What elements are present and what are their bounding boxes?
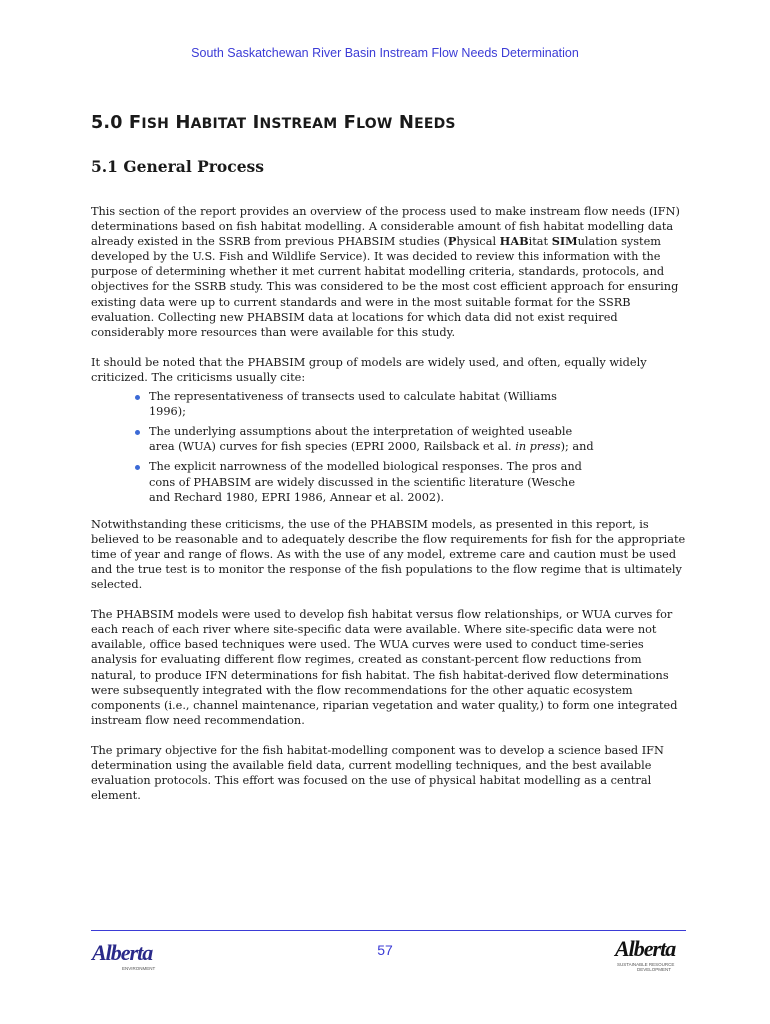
subsection-number: 5.1 — [91, 157, 118, 176]
p1-text-a: This section of the report provides an overview of the process used to make instream flow needs (IFN) determinations based on fish habitat modelling. A considerable amount of fish habitat modelling data already existed in the SSRB from previous PHABSIM studies ( — [91, 205, 680, 249]
p1-text-d: ulation system developed by the U.S. Fish and Wildlife Service). It was decided to review this information with the purpose of determining whether it met current habitat modelling criteria, standards, protocols, and objectives for the SSRB study. This was considered to be the most cost efficient approach for ensuring existing data were up to current standards and were in the most suitable format for the SSRB evaluation. Collecting new PHABSIM data at locations for which data did not exist required considerably more resources than were available for this study. — [91, 235, 679, 339]
paragraph-3: Notwithstanding these criticisms, the use of the PHABSIM models, as presented in this report, is believed to be reasonable and to adequately describe the flow requirements for fish for the appropriate time of year and range of flows. As with the use of any model, extreme care and caution must be used and the true test is to monitor the response of the fish populations to the flow regime that is ultimately selected. — [91, 517, 686, 592]
section-number: 5.0 — [91, 113, 123, 133]
section-title: FISH HABITAT INSTREAM FLOW NEEDS — [128, 112, 456, 133]
list-item-text: ); and — [560, 440, 594, 454]
subsection-heading — [91, 157, 264, 176]
p1-text-b: hysical — [456, 235, 500, 249]
alberta-srd-logo — [615, 936, 675, 972]
body-text — [91, 204, 686, 818]
paragraph-5: The primary objective for the fish habitat-modelling component was to develop a science based IFN determination using the available field data, current modelling techniques, and the best available evaluation protocols. This effort was focused on the use of physical habitat modelling as a central element. — [91, 743, 664, 803]
footer-divider — [91, 930, 686, 931]
paragraph-1 — [91, 204, 686, 340]
running-header: South Saskatchewan River Basin Instream Flow Needs Determination — [191, 46, 579, 60]
paragraph-4: The PHABSIM models were used to develop fish habitat versus flow relationships, or WUA curves for each reach of each river where site-specific data were available. Where site-specific data were not available, office based techniques were used. The WUA curves were used to conduct time-series analysis for evaluating different flow regimes, created as constant-percent flow reductions from natural, to produce IFN determinations for fish habitat. The fish habitat-derived flow determinations were subsequently integrated with the flow recommendations for the other aquatic ecosystem components (i.e., channel maintenance, riparian vegetation and water quality,) to form one integrated instream flow need recommendation. — [91, 608, 678, 727]
list-item-text: The underlying assumptions about the interpretation of weighted useable area (WUA) curves for fish species (EPRI 2000, Railsback et al. — [149, 425, 573, 454]
p1-bold-p: P — [447, 234, 457, 249]
p1-bold-hab: HAB — [499, 234, 529, 249]
list-item-italic: in press — [515, 440, 561, 454]
page-number: 57 — [377, 942, 393, 958]
p1-text-c: itat — [528, 235, 552, 249]
subsection-title: General Process — [123, 157, 265, 176]
list-item: The representativeness of transects used to calculate habitat (Williams 1996); — [135, 389, 594, 419]
logo-subtitle-line1: SUSTAINABLE RESOURCE — [617, 962, 675, 967]
criticism-list — [91, 389, 686, 505]
logo-wordmark: Alberta — [92, 940, 153, 965]
logo-wordmark: Alberta — [615, 936, 676, 961]
p1-bold-sim: SIM — [551, 234, 578, 249]
section-heading — [91, 112, 456, 133]
list-item: The explicit narrowness of the modelled biological responses. The pros and cons of PHABSIM are widely discussed in the scientific literature (Wesche and Rechard 1980, EPRI 1986, Annear et al. 2002). — [135, 459, 594, 504]
logo-subtitle-line2: DEVELOPMENT — [637, 967, 672, 972]
list-item — [135, 424, 594, 454]
logo-subtitle: ENVIRONMENT — [122, 966, 156, 971]
paragraph-2: It should be noted that the PHABSIM group of models are widely used, and often, equally widely criticized. The criticisms usually cite: — [91, 355, 647, 384]
